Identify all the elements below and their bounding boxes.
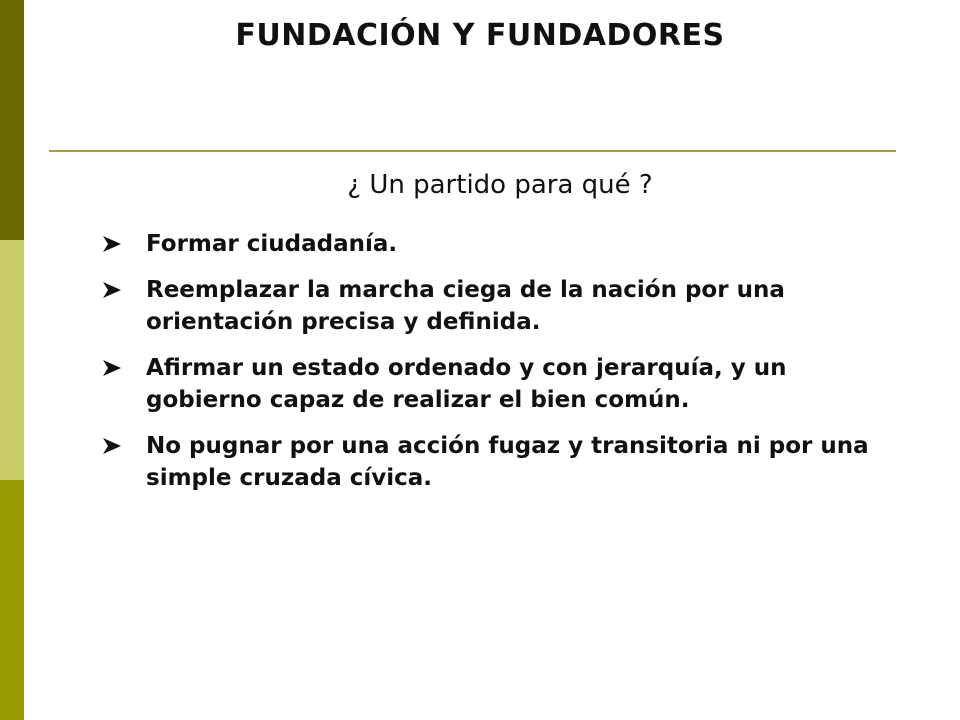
side-band-bottom <box>0 480 24 720</box>
bullet-item <box>102 352 902 416</box>
bullet-text: Reemplazar la marcha ciega de la nación por una orientación precisa y definida. <box>146 277 785 335</box>
bullet-text: Afirmar un estado ordenado y con jerarquía, y un gobierno capaz de realizar el bien común. <box>146 355 787 413</box>
bullet-list <box>102 228 902 508</box>
bullet-text: No pugnar por una acción fugaz y transitoria ni por una simple cruzada cívica. <box>146 433 869 491</box>
side-band-middle <box>0 240 24 480</box>
arrowhead-bullet-icon <box>102 235 122 253</box>
bullet-item <box>102 228 902 260</box>
title-divider <box>49 150 896 152</box>
arrowhead-bullet-icon <box>102 437 122 455</box>
bullet-text: Formar ciudadanía. <box>146 231 398 257</box>
bullet-item <box>102 274 902 338</box>
slide-subtitle: ¿ Un partido para qué ? <box>347 170 653 200</box>
bullet-item <box>102 430 902 494</box>
slide-title: FUNDACIÓN Y FUNDADORES <box>235 18 725 53</box>
arrowhead-bullet-icon <box>102 281 122 299</box>
arrowhead-bullet-icon <box>102 359 122 377</box>
